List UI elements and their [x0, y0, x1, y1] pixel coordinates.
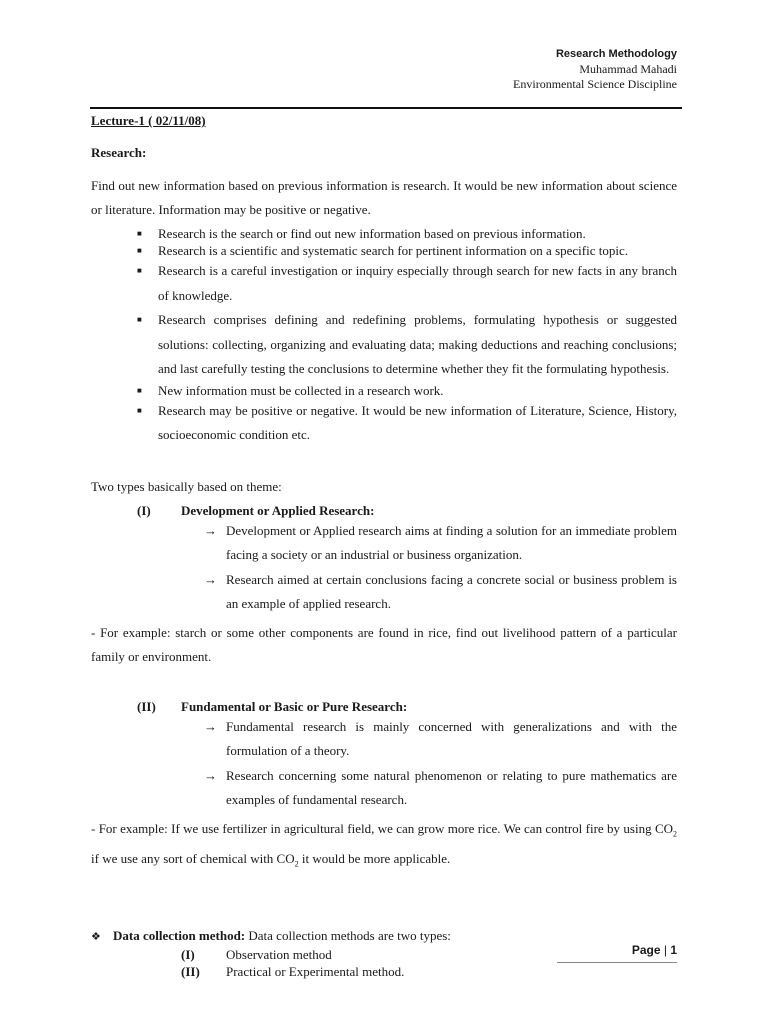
arrow-icon: → [204, 571, 217, 587]
data-collection-line [91, 927, 677, 946]
type2-title: Fundamental or Basic or Pure Research: [181, 698, 408, 714]
method-number: (II) [181, 963, 200, 979]
list-item [91, 568, 677, 617]
footer-rule [557, 962, 677, 963]
list-item [91, 399, 677, 448]
header-course-title: Research Methodology [555, 48, 677, 60]
list-item-text: Development or Applied research aims at finding a solution for an immediate problem facing a society or an industrial or business organization. [226, 522, 677, 562]
diamond-bullet-icon: ❖ [91, 930, 101, 943]
list-item [91, 242, 677, 259]
page-separator: | [660, 943, 671, 957]
types-intro: Two types basically based on theme: [91, 478, 282, 494]
list-item [91, 764, 677, 813]
list-item-text: Research is the search or find out new information based on previous information. [158, 226, 586, 241]
type1-heading [91, 502, 677, 519]
arrow-icon: → [204, 767, 217, 783]
list-item [91, 382, 677, 399]
research-bullet-list [91, 225, 677, 448]
page-label: Page [631, 943, 661, 957]
bullet-icon: ■ [137, 229, 142, 238]
type2-example-text-3: it would be more applicable. [298, 850, 451, 866]
list-item-text: Research may be positive or negative. It would be new information of Literature, Science, History, socioeconomic condition etc. [158, 402, 677, 442]
list-item [91, 946, 677, 963]
type2-example-text-2: if we use any sort of chemical with CO [91, 850, 295, 866]
list-item-text: New information must be collected in a research work. [158, 382, 444, 398]
type2-heading [91, 698, 677, 715]
type2-number: (II) [137, 698, 156, 714]
list-item [91, 308, 677, 382]
bullet-icon: ■ [137, 266, 142, 275]
lecture-title: Lecture-1 ( 02/11/08) [91, 113, 206, 128]
bullet-icon: ■ [137, 315, 142, 324]
intro-paragraph: Find out new information based on previous information is research. It would be new information about science or literature. Information may be positive or negative. [91, 178, 677, 217]
list-item-text: Research is a careful investigation or inquiry especially through search for new facts in any branch of knowledge. [158, 263, 677, 303]
list-item [91, 225, 677, 242]
list-item [91, 963, 677, 980]
type1-example: - For example: starch or some other components are found in rice, find out livelihood pattern of a particular family or environment. [91, 624, 677, 664]
bullet-icon: ■ [137, 385, 142, 395]
arrow-icon: → [204, 522, 217, 538]
list-item [91, 519, 677, 568]
document-body [91, 109, 677, 980]
type2-example [91, 817, 677, 877]
list-item-text: Fundamental research is mainly concerned with generalizations and with the formulation of a theory. [226, 718, 677, 758]
research-heading: Research: [91, 145, 147, 160]
data-collection-label: Data collection method: [113, 927, 246, 943]
data-collection-text: Data collection methods are two types: [245, 927, 451, 943]
list-item-text: Research concerning some natural phenomenon or relating to pure mathematics are examples of fundamental research. [226, 767, 677, 807]
header-discipline: Environmental Science Discipline [513, 77, 677, 91]
co2-subscript: 2 [673, 829, 677, 839]
bullet-icon: ■ [137, 246, 142, 255]
method-text: Observation method [226, 946, 332, 962]
method-text: Practical or Experimental method. [226, 963, 405, 979]
list-item-text: Research comprises defining and redefining problems, formulating hypothesis or suggested solutions: collecting, organizing and evaluating data; making deductions and reaching conclusions; and last carefully testing the conclusions to determine whether they fit the formulating hypothesis. [158, 312, 677, 376]
page-number: 1 [670, 943, 677, 957]
type1-number: (I) [137, 502, 151, 518]
list-item-text: Research aimed at certain conclusions facing a concrete social or business problem is an example of applied research. [226, 571, 677, 611]
list-item [91, 259, 677, 308]
list-item-text: Research is a scientific and systematic search for pertinent information on a specific topic. [158, 243, 628, 258]
page-footer [632, 943, 677, 957]
header-author: Muhammad Mahadi [579, 62, 677, 76]
method-number: (I) [181, 946, 195, 962]
list-item [91, 715, 677, 764]
bullet-icon: ■ [137, 405, 142, 415]
arrow-icon: → [204, 718, 217, 734]
type2-example-text-1: - For example: If we use fertilizer in agricultural field, we can grow more rice. We can control fire by using CO [91, 820, 673, 836]
page-header [513, 47, 677, 92]
type1-title: Development or Applied Research: [181, 502, 375, 518]
co2-subscript: 2 [294, 859, 299, 869]
